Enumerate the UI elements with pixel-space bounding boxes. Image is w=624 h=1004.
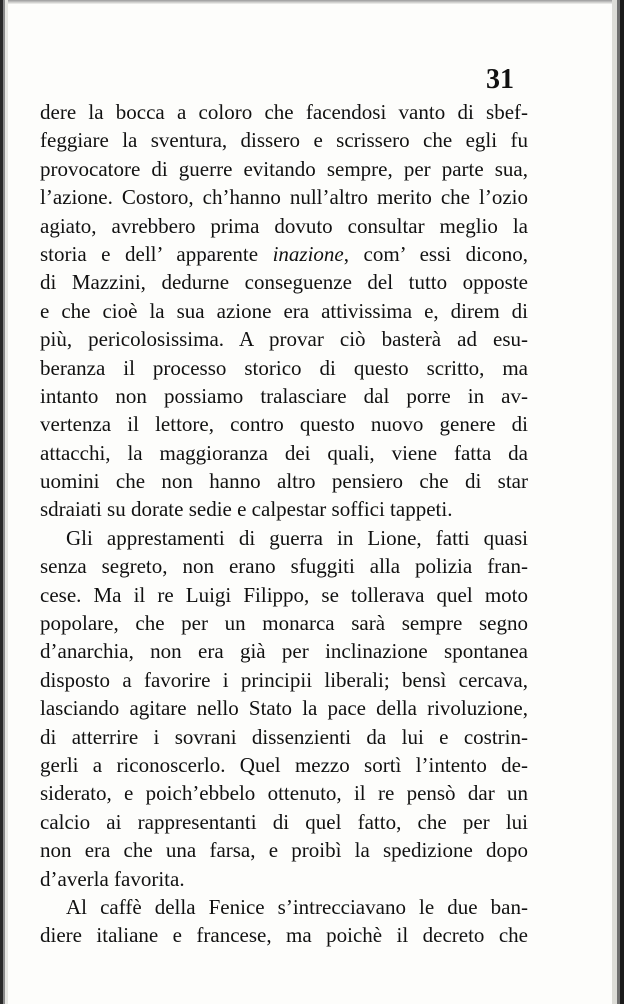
- text-line: Gli apprestamenti di guerra in Lione, fatti quasi: [66, 525, 528, 550]
- binding-edge: [0, 0, 8, 1004]
- page-top-edge: [0, 0, 624, 4]
- paragraph: [40, 98, 528, 524]
- text-segment: storia e dell’ apparente: [40, 241, 273, 266]
- text-line: dere la bocca a coloro che facendosi vanto di sbef-: [40, 100, 528, 124]
- text-line: più, pericolosissima. A provar ciò basterà ad esu-: [40, 327, 528, 352]
- text-line: disposto a favorire i principii liberali; bensì cercava,: [40, 667, 528, 692]
- text-line: lasciando agitare nello Stato la pace della rivoluzione,: [40, 696, 528, 721]
- text-line: vertenza il lettore, contro questo nuovo genere di: [40, 412, 528, 437]
- text-segment: , com’ essi dicono,: [343, 241, 528, 266]
- paragraph: [40, 893, 528, 950]
- text-line: di atterrire i sovrani dissenzienti da lui e costrin-: [40, 724, 528, 749]
- body-text: [40, 98, 528, 950]
- text-line: senza segreto, non erano sfuggiti alla polizia fran-: [40, 554, 528, 579]
- text-line: sdraiati su dorate sedie e calpestar soffici tappeti.: [40, 497, 453, 522]
- text-line: diere italiane e francese, ma poichè il decreto che: [40, 923, 528, 948]
- text-line: [40, 240, 528, 268]
- text-line: Al caffè della Fenice s’intrecciavano le due ban-: [66, 894, 528, 919]
- text-line: agiato, avrebbero prima dovuto consultar meglio la: [40, 213, 528, 238]
- text-line: calcio ai rappresentanti di quel fatto, che per lui: [40, 809, 528, 834]
- text-line: gerli a riconoscerlo. Quel mezzo sortì l’intento de-: [40, 752, 528, 777]
- text-line: l’azione. Costoro, ch’hanno null’altro merito che l’ozio: [40, 185, 528, 210]
- paragraph: [40, 524, 528, 893]
- text-line: intanto non possiamo tralasciare dal porre in av-: [40, 383, 528, 408]
- text-line: attacchi, la maggioranza dei quali, viene fatta da: [40, 440, 528, 465]
- text-line: d’averla favorita.: [40, 866, 185, 891]
- italic-word: inazione: [272, 241, 344, 266]
- text-line: e che cioè la sua azione era attivissima e, direm di: [40, 298, 528, 323]
- text-line: popolare, che per un monarca sarà sempre segno: [40, 611, 528, 636]
- text-line: non era che una farsa, e proibì la spedizione dopo: [40, 838, 528, 863]
- text-line: provocatore di guerre evitando sempre, per parte sua,: [40, 156, 528, 181]
- text-line: cese. Ma il re Luigi Filippo, se tollerava quel moto: [40, 582, 528, 607]
- text-line: di Mazzini, dedurne conseguenze del tutto opposte: [40, 270, 528, 295]
- page-outer-edge: [612, 0, 624, 1004]
- page-number: 31: [486, 64, 514, 95]
- text-line: d’anarchia, non era già per inclinazione spontanea: [40, 639, 528, 664]
- text-line: beranza il processo storico di questo scritto, ma: [40, 355, 528, 380]
- text-line: uomini che non hanno altro pensiero che di star: [40, 469, 528, 494]
- text-line: siderato, e poich’ebbelo ottenuto, il re pensò dar un: [40, 781, 528, 806]
- text-line: feggiare la sventura, dissero e scrissero che egli fu: [40, 128, 528, 153]
